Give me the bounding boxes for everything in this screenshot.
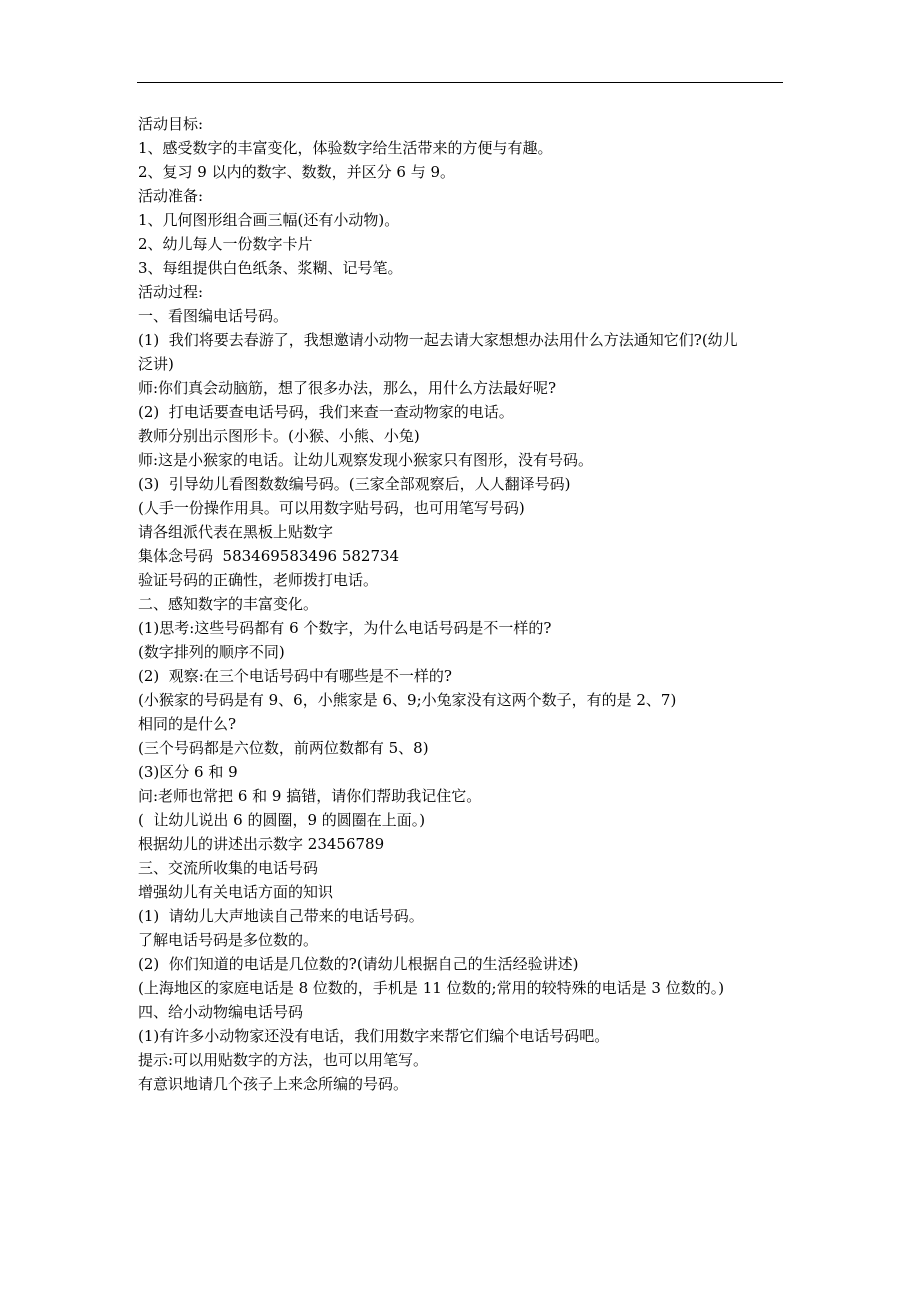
- text-line: 活动目标:: [138, 115, 204, 133]
- text-line: 2、幼儿每人一份数字卡片: [138, 235, 313, 253]
- text-line: (2) 打电话要查电话号码，我们来查一查动物家的电话。: [138, 403, 514, 421]
- text-line: (人手一份操作用具。可以用数字贴号码，也可用笔写号码): [138, 499, 525, 517]
- text-line: (数字排列的顺序不同): [138, 643, 285, 661]
- text-line: 师:这是小猴家的电话。让幼儿观察发现小猴家只有图形，没有号码。: [138, 451, 594, 469]
- text-line: 3、每组提供白色纸条、浆糊、记号笔。: [138, 259, 403, 277]
- text-line: (1) 我们将要去春游了，我想邀请小动物一起去请大家想想办法用什么方法通知它们?(幼儿: [138, 331, 738, 349]
- text-line: (上海地区的家庭电话是 8 位数的，手机是 11 位数的;常用的较特殊的电话是 3 位数的。): [138, 979, 725, 997]
- text-line: (三个号码都是六位数，前两位数都有 5、8): [138, 739, 429, 757]
- text-line: 三、交流所收集的电话号码: [138, 859, 319, 877]
- text-line: 问:老师也常把 6 和 9 搞错，请你们帮助我记住它。: [138, 787, 482, 805]
- text-line: 2、复习 9 以内的数字、数数，并区分 6 与 9。: [138, 163, 456, 181]
- text-line: 教师分别出示图形卡。(小猴、小熊、小兔): [138, 427, 420, 445]
- text-line: 1、感受数字的丰富变化，体验数字给生活带来的方便与有趣。: [138, 139, 553, 157]
- text-line: 增强幼儿有关电话方面的知识: [138, 883, 334, 901]
- text-line: (1) 请幼儿大声地读自己带来的电话号码。: [138, 907, 424, 925]
- text-line: 四、给小动物编电话号码: [138, 1003, 304, 1021]
- text-line: 有意识地请几个孩子上来念所编的号码。: [138, 1075, 409, 1093]
- text-line: 活动准备:: [138, 187, 204, 205]
- text-line: 请各组派代表在黑板上贴数字: [138, 523, 334, 541]
- text-line: (2) 你们知道的电话是几位数的?(请幼儿根据自己的生活经验讲述): [138, 955, 579, 973]
- document-body: [138, 112, 788, 1096]
- text-line: 提示:可以用贴数字的方法，也可以用笔写。: [138, 1051, 429, 1069]
- text-line: ( 让幼儿说出 6 的圆圈，9 的圆圈在上面。): [138, 811, 426, 829]
- text-line: (小猴家的号码是有 9、6，小熊家是 6、9;小兔家没有这两个数子，有的是 2、7): [138, 691, 677, 709]
- text-line: 根据幼儿的讲述出示数字 23456789: [138, 835, 385, 853]
- text-line: (1)思考:这些号码都有 6 个数字，为什么电话号码是不一样的?: [138, 619, 552, 637]
- text-line: 泛讲): [138, 355, 174, 373]
- text-line: (3)区分 6 和 9: [138, 763, 238, 781]
- text-line: 1、几何图形组合画三幅(还有小动物)。: [138, 211, 400, 229]
- text-line: 一、看图编电话号码。: [138, 307, 289, 325]
- text-line: 活动过程:: [138, 283, 204, 301]
- text-line: (1)有许多小动物家还没有电话，我们用数字来帮它们编个电话号码吧。: [138, 1027, 610, 1045]
- text-line: 验证号码的正确性，老师拨打电话。: [138, 571, 379, 589]
- header-rule: [137, 82, 783, 83]
- text-line: 二、感知数字的丰富变化。: [138, 595, 319, 613]
- text-line: 集体念号码 583469583496 582734: [138, 547, 400, 565]
- text-line: (2) 观察:在三个电话号码中有哪些是不一样的?: [138, 667, 452, 685]
- text-line: 相同的是什么?: [138, 715, 237, 733]
- text-line: 了解电话号码是多位数的。: [138, 931, 319, 949]
- text-line: 师:你们真会动脑筋，想了很多办法，那么，用什么方法最好呢?: [138, 379, 557, 397]
- text-line: (3) 引导幼儿看图数数编号码。(三家全部观察后，人人翻译号码): [138, 475, 571, 493]
